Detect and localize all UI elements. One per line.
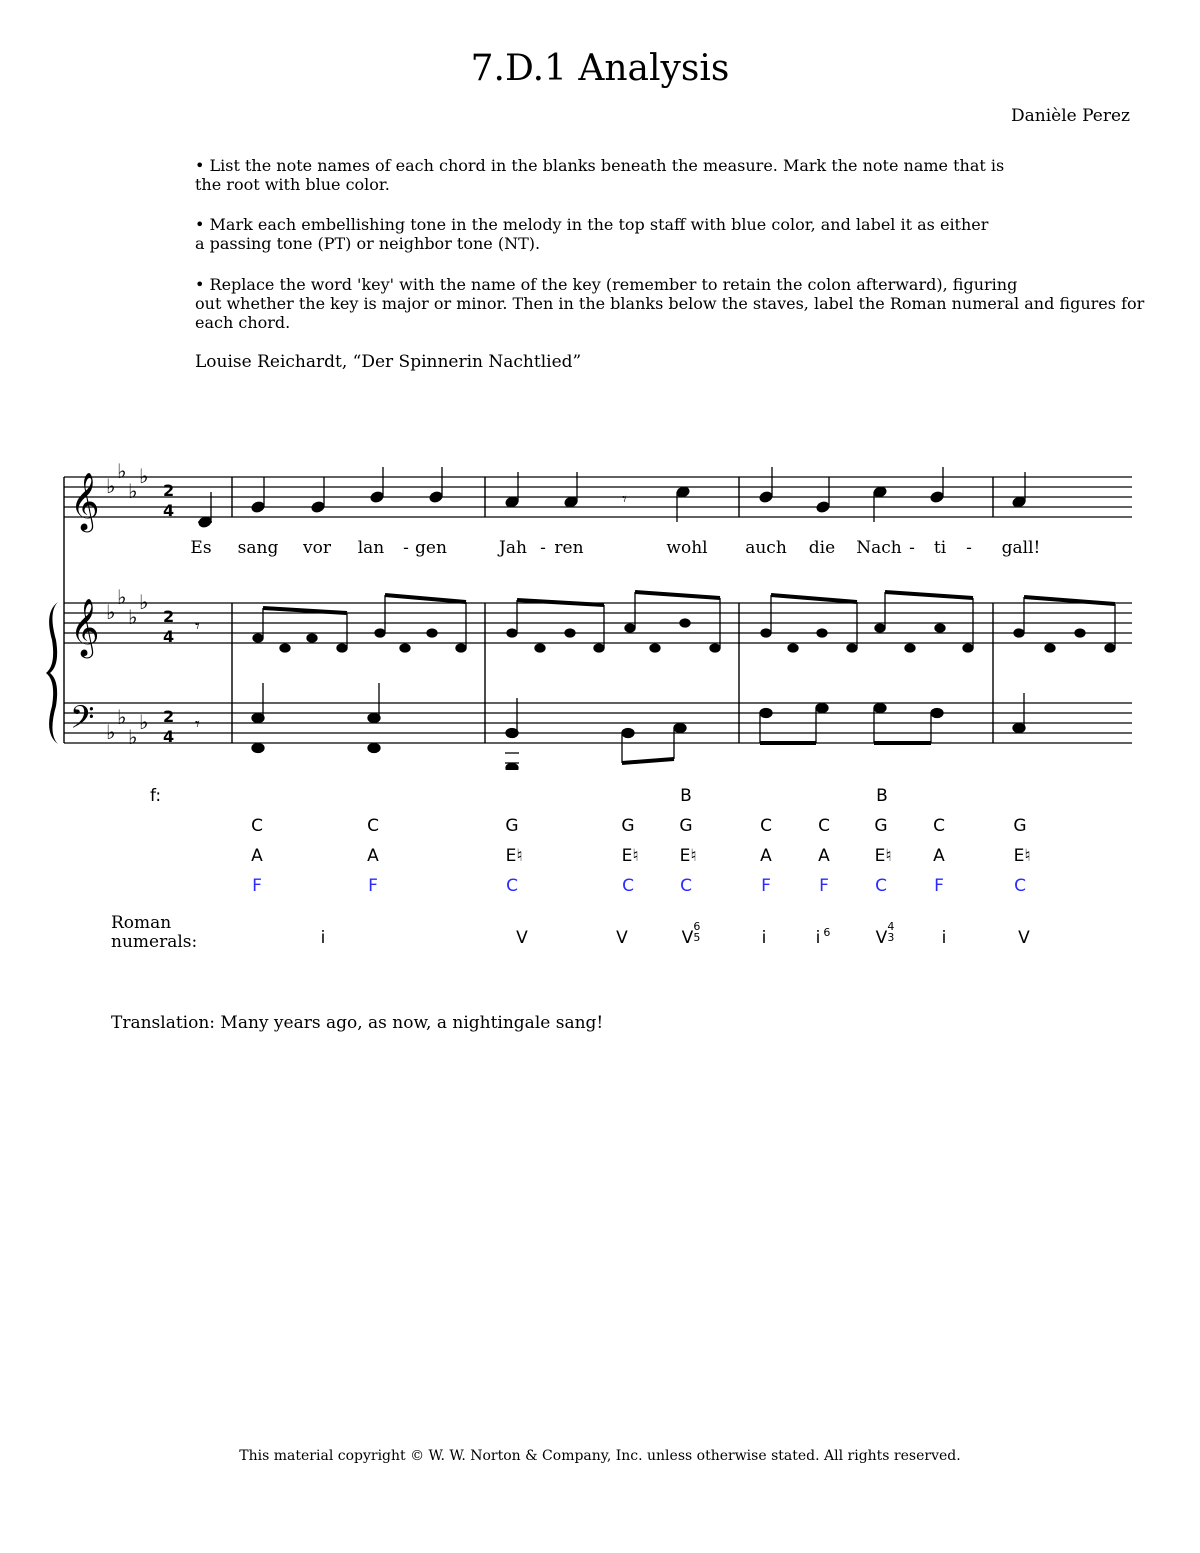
clefs bbox=[70, 472, 100, 743]
instruction-2-line-1: • Mark each embellishing tone in the melody in the top staff with blue color, and label it as either bbox=[195, 215, 989, 234]
chord-fifth: C bbox=[251, 816, 263, 836]
lyric-syllable: auch bbox=[745, 538, 787, 558]
lyric-syllable: gall! bbox=[1001, 538, 1041, 558]
chord-third: E♮ bbox=[505, 846, 523, 866]
flat-icon: ♭ bbox=[117, 705, 127, 729]
roman-numeral: V bbox=[1018, 928, 1030, 948]
chord-root: F bbox=[934, 876, 944, 896]
translation-text: Translation: Many years ago, as now, a nightingale sang! bbox=[111, 1013, 604, 1033]
chord-root: C bbox=[506, 876, 518, 896]
source-credit: Louise Reichardt, “Der Spinnerin Nachtlied” bbox=[195, 352, 582, 372]
chord-third: A bbox=[933, 846, 945, 866]
chord-third: E♮ bbox=[1013, 846, 1031, 866]
lyric-syllable: lan bbox=[357, 538, 385, 558]
music-score bbox=[0, 440, 1200, 770]
chord-fifth: G bbox=[1013, 816, 1027, 836]
lyric-syllable: gen bbox=[415, 538, 447, 558]
chord-root: C bbox=[622, 876, 634, 896]
roman-numeral: i bbox=[320, 928, 326, 948]
svg-text:2: 2 bbox=[163, 607, 175, 626]
eighth-rest-icon: 𝄾 bbox=[622, 489, 627, 510]
time-signatures bbox=[163, 481, 174, 746]
roman-numeral: V bbox=[516, 928, 528, 948]
lyric-hyphen: - bbox=[966, 538, 972, 558]
key-signatures bbox=[106, 459, 148, 749]
chord-fifth: C bbox=[367, 816, 379, 836]
flat-icon: ♭ bbox=[117, 585, 127, 609]
composer-name: Danièle Perez bbox=[1011, 106, 1130, 126]
chord-root: C bbox=[680, 876, 692, 896]
instruction-3-line-3: each chord. bbox=[195, 313, 291, 332]
lyric-hyphen: - bbox=[540, 538, 546, 558]
piano-bass-notes bbox=[195, 683, 1025, 770]
bass-clef-icon: 𝄢 bbox=[70, 699, 95, 743]
instruction-1-line-1: • List the note names of each chord in the blanks beneath the measure. Mark the note name that is bbox=[195, 156, 1005, 175]
chord-third: A bbox=[367, 846, 379, 866]
eighth-rest-icon: 𝄾 bbox=[195, 616, 200, 637]
svg-text:2: 2 bbox=[163, 707, 175, 726]
page-title: 7.D.1 Analysis bbox=[470, 48, 730, 89]
chord-fifth: C bbox=[818, 816, 830, 836]
chord-third: E♮ bbox=[679, 846, 697, 866]
flat-icon: ♭ bbox=[139, 590, 149, 614]
svg-text:4: 4 bbox=[163, 627, 175, 646]
instruction-2-line-2: a passing tone (PT) or neighbor tone (NT). bbox=[195, 234, 541, 253]
lyric-syllable: sang bbox=[237, 538, 279, 558]
chord-fifth: G bbox=[505, 816, 519, 836]
chord-third: A bbox=[760, 846, 772, 866]
lyric-syllable: wohl bbox=[666, 538, 708, 558]
roman-numeral: i 6 bbox=[815, 926, 831, 948]
flat-icon: ♭ bbox=[139, 464, 149, 488]
flat-icon: ♭ bbox=[128, 725, 138, 749]
treble-clef-icon: 𝄞 bbox=[70, 472, 100, 530]
instruction-1-line-2: the root with blue color. bbox=[195, 175, 390, 194]
instruction-2 bbox=[195, 215, 1200, 253]
chord-root: C bbox=[1014, 876, 1026, 896]
eighth-rest-icon: 𝄾 bbox=[195, 714, 200, 735]
lyric-syllable: ren bbox=[554, 538, 584, 558]
instruction-3-line-2: out whether the key is major or minor. Then in the blanks below the staves, label the Roman numeral and figures for bbox=[195, 294, 1145, 313]
measure-4-rh bbox=[1014, 597, 1115, 652]
lyric-syllable: vor bbox=[303, 538, 331, 558]
instruction-3 bbox=[195, 275, 1200, 332]
chord-fifth: G bbox=[621, 816, 635, 836]
flat-icon: ♭ bbox=[106, 474, 116, 498]
roman-numeral: V bbox=[616, 928, 628, 948]
treble-clef-icon: 𝄞 bbox=[70, 598, 100, 656]
lyric-hyphen: - bbox=[909, 538, 915, 558]
chord-third: A bbox=[818, 846, 830, 866]
lyric-syllable: die bbox=[808, 538, 836, 558]
chord-fifth: C bbox=[933, 816, 945, 836]
flat-icon: ♭ bbox=[117, 459, 127, 483]
chord-root: F bbox=[252, 876, 262, 896]
chord-root: F bbox=[819, 876, 829, 896]
lyric-syllable: Nach bbox=[856, 538, 902, 558]
chord-third: E♮ bbox=[621, 846, 639, 866]
chord-fifth: C bbox=[760, 816, 772, 836]
roman-numerals-label: Roman numerals: bbox=[111, 913, 198, 952]
copyright-notice: This material copyright © W. W. Norton & Company, Inc. unless otherwise stated. All rights reserved. bbox=[239, 1448, 961, 1464]
lyric-syllable: Es bbox=[190, 538, 212, 558]
lyric-hyphen: - bbox=[403, 538, 409, 558]
flat-icon: ♭ bbox=[128, 605, 138, 629]
roman-numeral: i bbox=[941, 928, 947, 948]
svg-text:4: 4 bbox=[163, 501, 175, 520]
flat-icon: ♭ bbox=[139, 710, 149, 734]
chord-third: A bbox=[251, 846, 263, 866]
chord-fifth: G bbox=[874, 816, 888, 836]
chord-root: F bbox=[761, 876, 771, 896]
chord-fifth: G bbox=[679, 816, 693, 836]
chord-extra-note: B bbox=[876, 786, 888, 806]
flat-icon: ♭ bbox=[128, 479, 138, 503]
voice-melody bbox=[198, 467, 1026, 528]
key-label: f: bbox=[150, 786, 162, 806]
svg-text:2: 2 bbox=[163, 481, 175, 500]
flat-icon: ♭ bbox=[106, 720, 116, 744]
svg-text:4: 4 bbox=[163, 727, 175, 746]
roman-numeral: V6 5 bbox=[681, 920, 701, 948]
roman-numeral: i bbox=[761, 928, 767, 948]
staff-lines bbox=[64, 477, 1132, 743]
piano-brace bbox=[46, 602, 58, 744]
chord-third: E♮ bbox=[874, 846, 892, 866]
lyric-syllable: Jah bbox=[499, 538, 527, 558]
chord-extra-note: B bbox=[680, 786, 692, 806]
lyric-syllable: ti bbox=[933, 538, 947, 558]
chord-root: F bbox=[368, 876, 378, 896]
roman-numeral: V4 3 bbox=[875, 920, 895, 948]
instruction-3-line-1: • Replace the word 'key' with the name of the key (remember to retain the colon afterward), figuring bbox=[195, 275, 1018, 294]
flat-icon: ♭ bbox=[106, 600, 116, 624]
instruction-1 bbox=[195, 156, 1200, 194]
chord-root: C bbox=[875, 876, 887, 896]
